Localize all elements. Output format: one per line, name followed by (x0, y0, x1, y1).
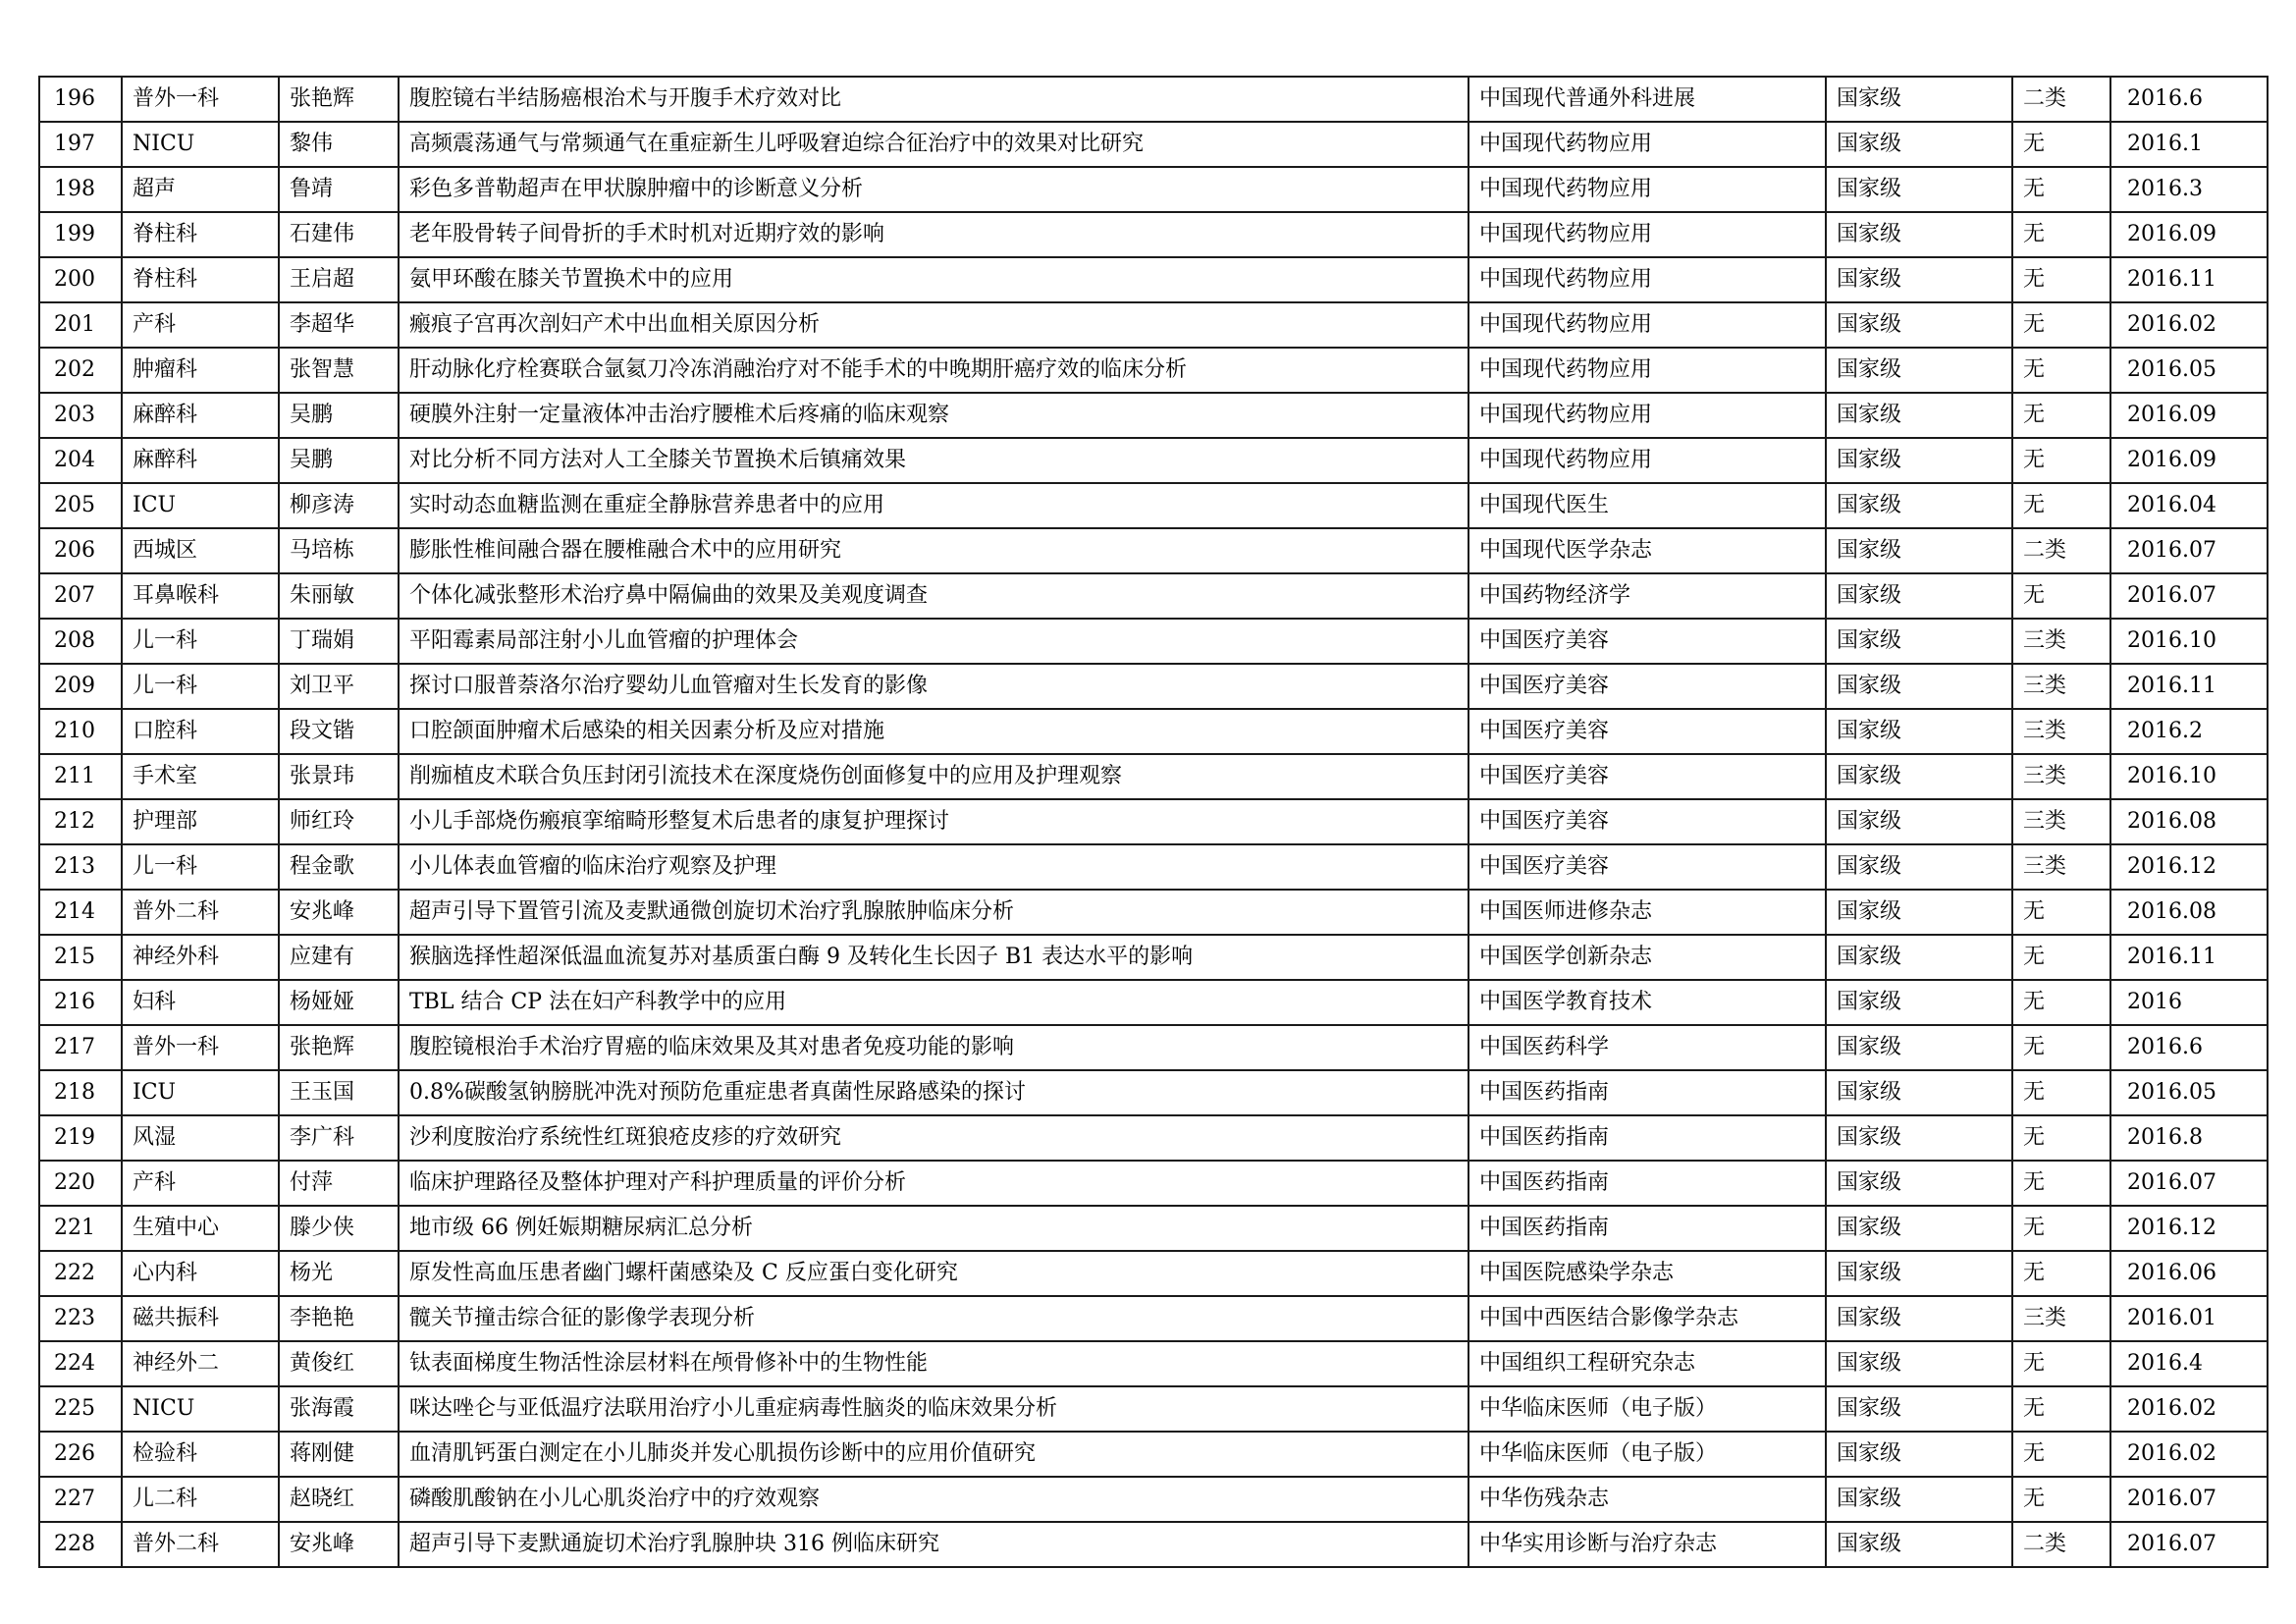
paper-title-cell: 瘢痕子宫再次剖妇产术中出血相关原因分析 (399, 302, 1468, 348)
author-cell: 马培栋 (279, 528, 399, 573)
table-row (39, 664, 2268, 709)
table-row (39, 844, 2268, 890)
journal-cell: 中国现代药物应用 (1468, 348, 1826, 393)
department-cell: 护理部 (122, 799, 279, 844)
author-cell: 张海霞 (279, 1386, 399, 1432)
category-cell: 无 (2012, 348, 2110, 393)
level-cell: 国家级 (1826, 438, 2012, 483)
date-cell: 2016.07 (2110, 573, 2268, 619)
category-cell: 无 (2012, 980, 2110, 1025)
level-cell: 国家级 (1826, 528, 2012, 573)
department-cell: 产科 (122, 302, 279, 348)
publications-table (38, 76, 2269, 1568)
category-cell: 三类 (2012, 754, 2110, 799)
author-cell: 李艳艳 (279, 1296, 399, 1341)
department-cell: 口腔科 (122, 709, 279, 754)
level-cell: 国家级 (1826, 348, 2012, 393)
table-body (39, 77, 2268, 1567)
category-cell: 无 (2012, 167, 2110, 212)
category-cell: 无 (2012, 935, 2110, 980)
level-cell: 国家级 (1826, 302, 2012, 348)
table-row (39, 212, 2268, 257)
journal-cell: 中国医院感染学杂志 (1468, 1251, 1826, 1296)
category-cell: 无 (2012, 1251, 2110, 1296)
date-cell: 2016.10 (2110, 619, 2268, 664)
department-cell: 西城区 (122, 528, 279, 573)
level-cell: 国家级 (1826, 1296, 2012, 1341)
table-row (39, 348, 2268, 393)
table-row (39, 1161, 2268, 1206)
paper-title-cell: 钛表面梯度生物活性涂层材料在颅骨修补中的生物性能 (399, 1341, 1468, 1386)
journal-cell: 中国现代医学杂志 (1468, 528, 1826, 573)
author-cell: 朱丽敏 (279, 573, 399, 619)
date-cell: 2016.8 (2110, 1115, 2268, 1161)
row-number-cell: 218 (39, 1070, 122, 1115)
author-cell: 应建有 (279, 935, 399, 980)
journal-cell: 中国医疗美容 (1468, 709, 1826, 754)
row-number-cell: 220 (39, 1161, 122, 1206)
department-cell: 普外一科 (122, 77, 279, 122)
journal-cell: 中华实用诊断与治疗杂志 (1468, 1522, 1826, 1567)
author-cell: 张景玮 (279, 754, 399, 799)
date-cell: 2016.04 (2110, 483, 2268, 528)
department-cell: 脊柱科 (122, 257, 279, 302)
table-row (39, 1386, 2268, 1432)
journal-cell: 中国医疗美容 (1468, 844, 1826, 890)
paper-title-cell: 磷酸肌酸钠在小儿心肌炎治疗中的疗效观察 (399, 1477, 1468, 1522)
category-cell: 无 (2012, 1115, 2110, 1161)
date-cell: 2016.07 (2110, 1161, 2268, 1206)
table-row (39, 1341, 2268, 1386)
date-cell: 2016.09 (2110, 212, 2268, 257)
paper-title-cell: 血清肌钙蛋白测定在小儿肺炎并发心肌损伤诊断中的应用价值研究 (399, 1432, 1468, 1477)
journal-cell: 中华伤残杂志 (1468, 1477, 1826, 1522)
journal-cell: 中国中西医结合影像学杂志 (1468, 1296, 1826, 1341)
paper-title-cell: 口腔颌面肿瘤术后感染的相关因素分析及应对措施 (399, 709, 1468, 754)
level-cell: 国家级 (1826, 1341, 2012, 1386)
date-cell: 2016.08 (2110, 890, 2268, 935)
table-row (39, 1070, 2268, 1115)
paper-title-cell: 探讨口服普萘洛尔治疗婴幼儿血管瘤对生长发育的影像 (399, 664, 1468, 709)
department-cell: 超声 (122, 167, 279, 212)
journal-cell: 中国医药指南 (1468, 1070, 1826, 1115)
paper-title-cell: 个体化减张整形术治疗鼻中隔偏曲的效果及美观度调查 (399, 573, 1468, 619)
department-cell: NICU (122, 1386, 279, 1432)
journal-cell: 中华临床医师（电子版） (1468, 1432, 1826, 1477)
category-cell: 无 (2012, 483, 2110, 528)
level-cell: 国家级 (1826, 844, 2012, 890)
journal-cell: 中国现代药物应用 (1468, 257, 1826, 302)
row-number-cell: 200 (39, 257, 122, 302)
department-cell: NICU (122, 122, 279, 167)
department-cell: 心内科 (122, 1251, 279, 1296)
date-cell: 2016.02 (2110, 1386, 2268, 1432)
department-cell: 神经外科 (122, 935, 279, 980)
journal-cell: 中国医疗美容 (1468, 619, 1826, 664)
author-cell: 赵晓红 (279, 1477, 399, 1522)
department-cell: 麻醉科 (122, 438, 279, 483)
level-cell: 国家级 (1826, 212, 2012, 257)
author-cell: 石建伟 (279, 212, 399, 257)
row-number-cell: 227 (39, 1477, 122, 1522)
journal-cell: 中国医疗美容 (1468, 664, 1826, 709)
row-number-cell: 214 (39, 890, 122, 935)
table-row (39, 1251, 2268, 1296)
category-cell: 二类 (2012, 528, 2110, 573)
category-cell: 三类 (2012, 709, 2110, 754)
category-cell: 无 (2012, 1432, 2110, 1477)
journal-cell: 中国现代药物应用 (1468, 438, 1826, 483)
paper-title-cell: 硬膜外注射一定量液体冲击治疗腰椎术后疼痛的临床观察 (399, 393, 1468, 438)
journal-cell: 中国现代药物应用 (1468, 167, 1826, 212)
paper-title-cell: 削痂植皮术联合负压封闭引流技术在深度烧伤创面修复中的应用及护理观察 (399, 754, 1468, 799)
date-cell: 2016.11 (2110, 257, 2268, 302)
paper-title-cell: 髋关节撞击综合征的影像学表现分析 (399, 1296, 1468, 1341)
date-cell: 2016.02 (2110, 1432, 2268, 1477)
category-cell: 三类 (2012, 1296, 2110, 1341)
level-cell: 国家级 (1826, 1070, 2012, 1115)
journal-cell: 中国医疗美容 (1468, 754, 1826, 799)
date-cell: 2016.4 (2110, 1341, 2268, 1386)
row-number-cell: 207 (39, 573, 122, 619)
journal-cell: 中国组织工程研究杂志 (1468, 1341, 1826, 1386)
row-number-cell: 204 (39, 438, 122, 483)
category-cell: 三类 (2012, 619, 2110, 664)
paper-title-cell: 腹腔镜右半结肠癌根治术与开腹手术疗效对比 (399, 77, 1468, 122)
paper-title-cell: 高频震荡通气与常频通气在重症新生儿呼吸窘迫综合征治疗中的效果对比研究 (399, 122, 1468, 167)
journal-cell: 中国医学创新杂志 (1468, 935, 1826, 980)
category-cell: 无 (2012, 1025, 2110, 1070)
category-cell: 无 (2012, 438, 2110, 483)
table-row (39, 754, 2268, 799)
author-cell: 程金歌 (279, 844, 399, 890)
table-row (39, 573, 2268, 619)
department-cell: 儿二科 (122, 1477, 279, 1522)
author-cell: 杨光 (279, 1251, 399, 1296)
row-number-cell: 208 (39, 619, 122, 664)
row-number-cell: 221 (39, 1206, 122, 1251)
journal-cell: 中国医学教育技术 (1468, 980, 1826, 1025)
category-cell: 二类 (2012, 1522, 2110, 1567)
category-cell: 二类 (2012, 77, 2110, 122)
row-number-cell: 224 (39, 1341, 122, 1386)
table-row (39, 1296, 2268, 1341)
journal-cell: 中国现代药物应用 (1468, 122, 1826, 167)
category-cell: 无 (2012, 302, 2110, 348)
paper-title-cell: 超声引导下置管引流及麦默通微创旋切术治疗乳腺脓肿临床分析 (399, 890, 1468, 935)
table-row (39, 393, 2268, 438)
table-row (39, 709, 2268, 754)
category-cell: 无 (2012, 1341, 2110, 1386)
department-cell: 产科 (122, 1161, 279, 1206)
author-cell: 李广科 (279, 1115, 399, 1161)
table-row (39, 1522, 2268, 1567)
category-cell: 无 (2012, 1386, 2110, 1432)
author-cell: 安兆峰 (279, 1522, 399, 1567)
row-number-cell: 198 (39, 167, 122, 212)
date-cell: 2016.6 (2110, 77, 2268, 122)
level-cell: 国家级 (1826, 890, 2012, 935)
journal-cell: 中国医药指南 (1468, 1161, 1826, 1206)
category-cell: 无 (2012, 1477, 2110, 1522)
table-row (39, 302, 2268, 348)
paper-title-cell: 临床护理路径及整体护理对产科护理质量的评价分析 (399, 1161, 1468, 1206)
level-cell: 国家级 (1826, 1386, 2012, 1432)
journal-cell: 中国现代药物应用 (1468, 302, 1826, 348)
row-number-cell: 206 (39, 528, 122, 573)
paper-title-cell: 咪达唑仑与亚低温疗法联用治疗小儿重症病毒性脑炎的临床效果分析 (399, 1386, 1468, 1432)
department-cell: 肿瘤科 (122, 348, 279, 393)
department-cell: 脊柱科 (122, 212, 279, 257)
date-cell: 2016.11 (2110, 664, 2268, 709)
date-cell: 2016.05 (2110, 348, 2268, 393)
level-cell: 国家级 (1826, 1477, 2012, 1522)
table-row (39, 1206, 2268, 1251)
author-cell: 安兆峰 (279, 890, 399, 935)
level-cell: 国家级 (1826, 1206, 2012, 1251)
level-cell: 国家级 (1826, 980, 2012, 1025)
department-cell: 普外二科 (122, 890, 279, 935)
level-cell: 国家级 (1826, 573, 2012, 619)
journal-cell: 中国现代医生 (1468, 483, 1826, 528)
author-cell: 王玉国 (279, 1070, 399, 1115)
row-number-cell: 213 (39, 844, 122, 890)
level-cell: 国家级 (1826, 1251, 2012, 1296)
paper-title-cell: 沙利度胺治疗系统性红斑狼疮皮疹的疗效研究 (399, 1115, 1468, 1161)
row-number-cell: 217 (39, 1025, 122, 1070)
level-cell: 国家级 (1826, 754, 2012, 799)
category-cell: 无 (2012, 890, 2110, 935)
row-number-cell: 228 (39, 1522, 122, 1567)
author-cell: 黎伟 (279, 122, 399, 167)
department-cell: 儿一科 (122, 844, 279, 890)
date-cell: 2016.02 (2110, 302, 2268, 348)
journal-cell: 中国现代药物应用 (1468, 212, 1826, 257)
level-cell: 国家级 (1826, 1161, 2012, 1206)
table-row (39, 935, 2268, 980)
date-cell: 2016.09 (2110, 438, 2268, 483)
date-cell: 2016.07 (2110, 1477, 2268, 1522)
row-number-cell: 203 (39, 393, 122, 438)
row-number-cell: 199 (39, 212, 122, 257)
department-cell: ICU (122, 483, 279, 528)
author-cell: 吴鹏 (279, 438, 399, 483)
journal-cell: 中国现代普通外科进展 (1468, 77, 1826, 122)
department-cell: 妇科 (122, 980, 279, 1025)
row-number-cell: 223 (39, 1296, 122, 1341)
date-cell: 2016.05 (2110, 1070, 2268, 1115)
author-cell: 丁瑞娟 (279, 619, 399, 664)
paper-title-cell: 小儿体表血管瘤的临床治疗观察及护理 (399, 844, 1468, 890)
author-cell: 张智慧 (279, 348, 399, 393)
row-number-cell: 216 (39, 980, 122, 1025)
department-cell: ICU (122, 1070, 279, 1115)
row-number-cell: 201 (39, 302, 122, 348)
paper-title-cell: 地市级 66 例妊娠期糖尿病汇总分析 (399, 1206, 1468, 1251)
paper-title-cell: 小儿手部烧伤瘢痕挛缩畸形整复术后患者的康复护理探讨 (399, 799, 1468, 844)
author-cell: 张艳辉 (279, 77, 399, 122)
paper-title-cell: 对比分析不同方法对人工全膝关节置换术后镇痛效果 (399, 438, 1468, 483)
date-cell: 2016.07 (2110, 528, 2268, 573)
row-number-cell: 205 (39, 483, 122, 528)
table-row (39, 1432, 2268, 1477)
author-cell: 杨娅娅 (279, 980, 399, 1025)
date-cell: 2016.10 (2110, 754, 2268, 799)
category-cell: 三类 (2012, 799, 2110, 844)
author-cell: 王启超 (279, 257, 399, 302)
level-cell: 国家级 (1826, 167, 2012, 212)
author-cell: 黄俊红 (279, 1341, 399, 1386)
category-cell: 无 (2012, 573, 2110, 619)
table-row (39, 980, 2268, 1025)
level-cell: 国家级 (1826, 257, 2012, 302)
date-cell: 2016.09 (2110, 393, 2268, 438)
date-cell: 2016.12 (2110, 1206, 2268, 1251)
table-row (39, 799, 2268, 844)
table-row (39, 619, 2268, 664)
category-cell: 无 (2012, 122, 2110, 167)
paper-title-cell: 肝动脉化疗栓赛联合氩氦刀冷冻消融治疗对不能手术的中晚期肝癌疗效的临床分析 (399, 348, 1468, 393)
author-cell: 段文锴 (279, 709, 399, 754)
date-cell: 2016.01 (2110, 1296, 2268, 1341)
table-row (39, 122, 2268, 167)
paper-title-cell: 老年股骨转子间骨折的手术时机对近期疗效的影响 (399, 212, 1468, 257)
paper-title-cell: TBL 结合 CP 法在妇产科教学中的应用 (399, 980, 1468, 1025)
date-cell: 2016.12 (2110, 844, 2268, 890)
level-cell: 国家级 (1826, 393, 2012, 438)
row-number-cell: 210 (39, 709, 122, 754)
department-cell: 生殖中心 (122, 1206, 279, 1251)
category-cell: 无 (2012, 1070, 2110, 1115)
author-cell: 师红玲 (279, 799, 399, 844)
department-cell: 普外一科 (122, 1025, 279, 1070)
date-cell: 2016.08 (2110, 799, 2268, 844)
journal-cell: 中国医药指南 (1468, 1206, 1826, 1251)
row-number-cell: 196 (39, 77, 122, 122)
date-cell: 2016.6 (2110, 1025, 2268, 1070)
table-row (39, 1025, 2268, 1070)
row-number-cell: 202 (39, 348, 122, 393)
table-row (39, 1477, 2268, 1522)
date-cell: 2016.11 (2110, 935, 2268, 980)
department-cell: 儿一科 (122, 664, 279, 709)
table-row (39, 438, 2268, 483)
journal-cell: 中华临床医师（电子版） (1468, 1386, 1826, 1432)
department-cell: 风湿 (122, 1115, 279, 1161)
table-row (39, 77, 2268, 122)
category-cell: 三类 (2012, 844, 2110, 890)
department-cell: 手术室 (122, 754, 279, 799)
date-cell: 2016.06 (2110, 1251, 2268, 1296)
author-cell: 吴鹏 (279, 393, 399, 438)
category-cell: 无 (2012, 1161, 2110, 1206)
journal-cell: 中国医药科学 (1468, 1025, 1826, 1070)
date-cell: 2016.1 (2110, 122, 2268, 167)
table-row (39, 257, 2268, 302)
author-cell: 刘卫平 (279, 664, 399, 709)
paper-title-cell: 超声引导下麦默通旋切术治疗乳腺肿块 316 例临床研究 (399, 1522, 1468, 1567)
category-cell: 无 (2012, 393, 2110, 438)
level-cell: 国家级 (1826, 935, 2012, 980)
date-cell: 2016.2 (2110, 709, 2268, 754)
row-number-cell: 211 (39, 754, 122, 799)
category-cell: 无 (2012, 257, 2110, 302)
paper-title-cell: 氨甲环酸在膝关节置换术中的应用 (399, 257, 1468, 302)
table-row (39, 1115, 2268, 1161)
department-cell: 普外二科 (122, 1522, 279, 1567)
table-row (39, 528, 2268, 573)
row-number-cell: 219 (39, 1115, 122, 1161)
level-cell: 国家级 (1826, 122, 2012, 167)
department-cell: 神经外二 (122, 1341, 279, 1386)
department-cell: 磁共振科 (122, 1296, 279, 1341)
level-cell: 国家级 (1826, 664, 2012, 709)
paper-title-cell: 原发性高血压患者幽门螺杆菌感染及 C 反应蛋白变化研究 (399, 1251, 1468, 1296)
level-cell: 国家级 (1826, 483, 2012, 528)
journal-cell: 中国医师进修杂志 (1468, 890, 1826, 935)
journal-cell: 中国药物经济学 (1468, 573, 1826, 619)
level-cell: 国家级 (1826, 619, 2012, 664)
level-cell: 国家级 (1826, 709, 2012, 754)
journal-cell: 中国医疗美容 (1468, 799, 1826, 844)
author-cell: 鲁靖 (279, 167, 399, 212)
journal-cell: 中国现代药物应用 (1468, 393, 1826, 438)
date-cell: 2016 (2110, 980, 2268, 1025)
department-cell: 耳鼻喉科 (122, 573, 279, 619)
date-cell: 2016.3 (2110, 167, 2268, 212)
author-cell: 蒋刚健 (279, 1432, 399, 1477)
row-number-cell: 226 (39, 1432, 122, 1477)
department-cell: 检验科 (122, 1432, 279, 1477)
paper-title-cell: 平阳霉素局部注射小儿血管瘤的护理体会 (399, 619, 1468, 664)
category-cell: 三类 (2012, 664, 2110, 709)
paper-title-cell: 彩色多普勒超声在甲状腺肿瘤中的诊断意义分析 (399, 167, 1468, 212)
level-cell: 国家级 (1826, 1522, 2012, 1567)
level-cell: 国家级 (1826, 1432, 2012, 1477)
author-cell: 付萍 (279, 1161, 399, 1206)
table-row (39, 890, 2268, 935)
row-number-cell: 212 (39, 799, 122, 844)
row-number-cell: 222 (39, 1251, 122, 1296)
date-cell: 2016.07 (2110, 1522, 2268, 1567)
paper-title-cell: 腹腔镜根治手术治疗胃癌的临床效果及其对患者免疫功能的影响 (399, 1025, 1468, 1070)
row-number-cell: 215 (39, 935, 122, 980)
department-cell: 麻醉科 (122, 393, 279, 438)
level-cell: 国家级 (1826, 77, 2012, 122)
author-cell: 李超华 (279, 302, 399, 348)
category-cell: 无 (2012, 1206, 2110, 1251)
author-cell: 张艳辉 (279, 1025, 399, 1070)
paper-title-cell: 膨胀性椎间融合器在腰椎融合术中的应用研究 (399, 528, 1468, 573)
author-cell: 柳彦涛 (279, 483, 399, 528)
row-number-cell: 197 (39, 122, 122, 167)
paper-title-cell: 猴脑选择性超深低温血流复苏对基质蛋白酶 9 及转化生长因子 B1 表达水平的影响 (399, 935, 1468, 980)
table-row (39, 167, 2268, 212)
department-cell: 儿一科 (122, 619, 279, 664)
author-cell: 滕少侠 (279, 1206, 399, 1251)
table-row (39, 483, 2268, 528)
category-cell: 无 (2012, 212, 2110, 257)
level-cell: 国家级 (1826, 1115, 2012, 1161)
level-cell: 国家级 (1826, 799, 2012, 844)
row-number-cell: 225 (39, 1386, 122, 1432)
row-number-cell: 209 (39, 664, 122, 709)
paper-title-cell: 实时动态血糖监测在重症全静脉营养患者中的应用 (399, 483, 1468, 528)
level-cell: 国家级 (1826, 1025, 2012, 1070)
journal-cell: 中国医药指南 (1468, 1115, 1826, 1161)
paper-title-cell: 0.8%碳酸氢钠膀胱冲洗对预防危重症患者真菌性尿路感染的探讨 (399, 1070, 1468, 1115)
